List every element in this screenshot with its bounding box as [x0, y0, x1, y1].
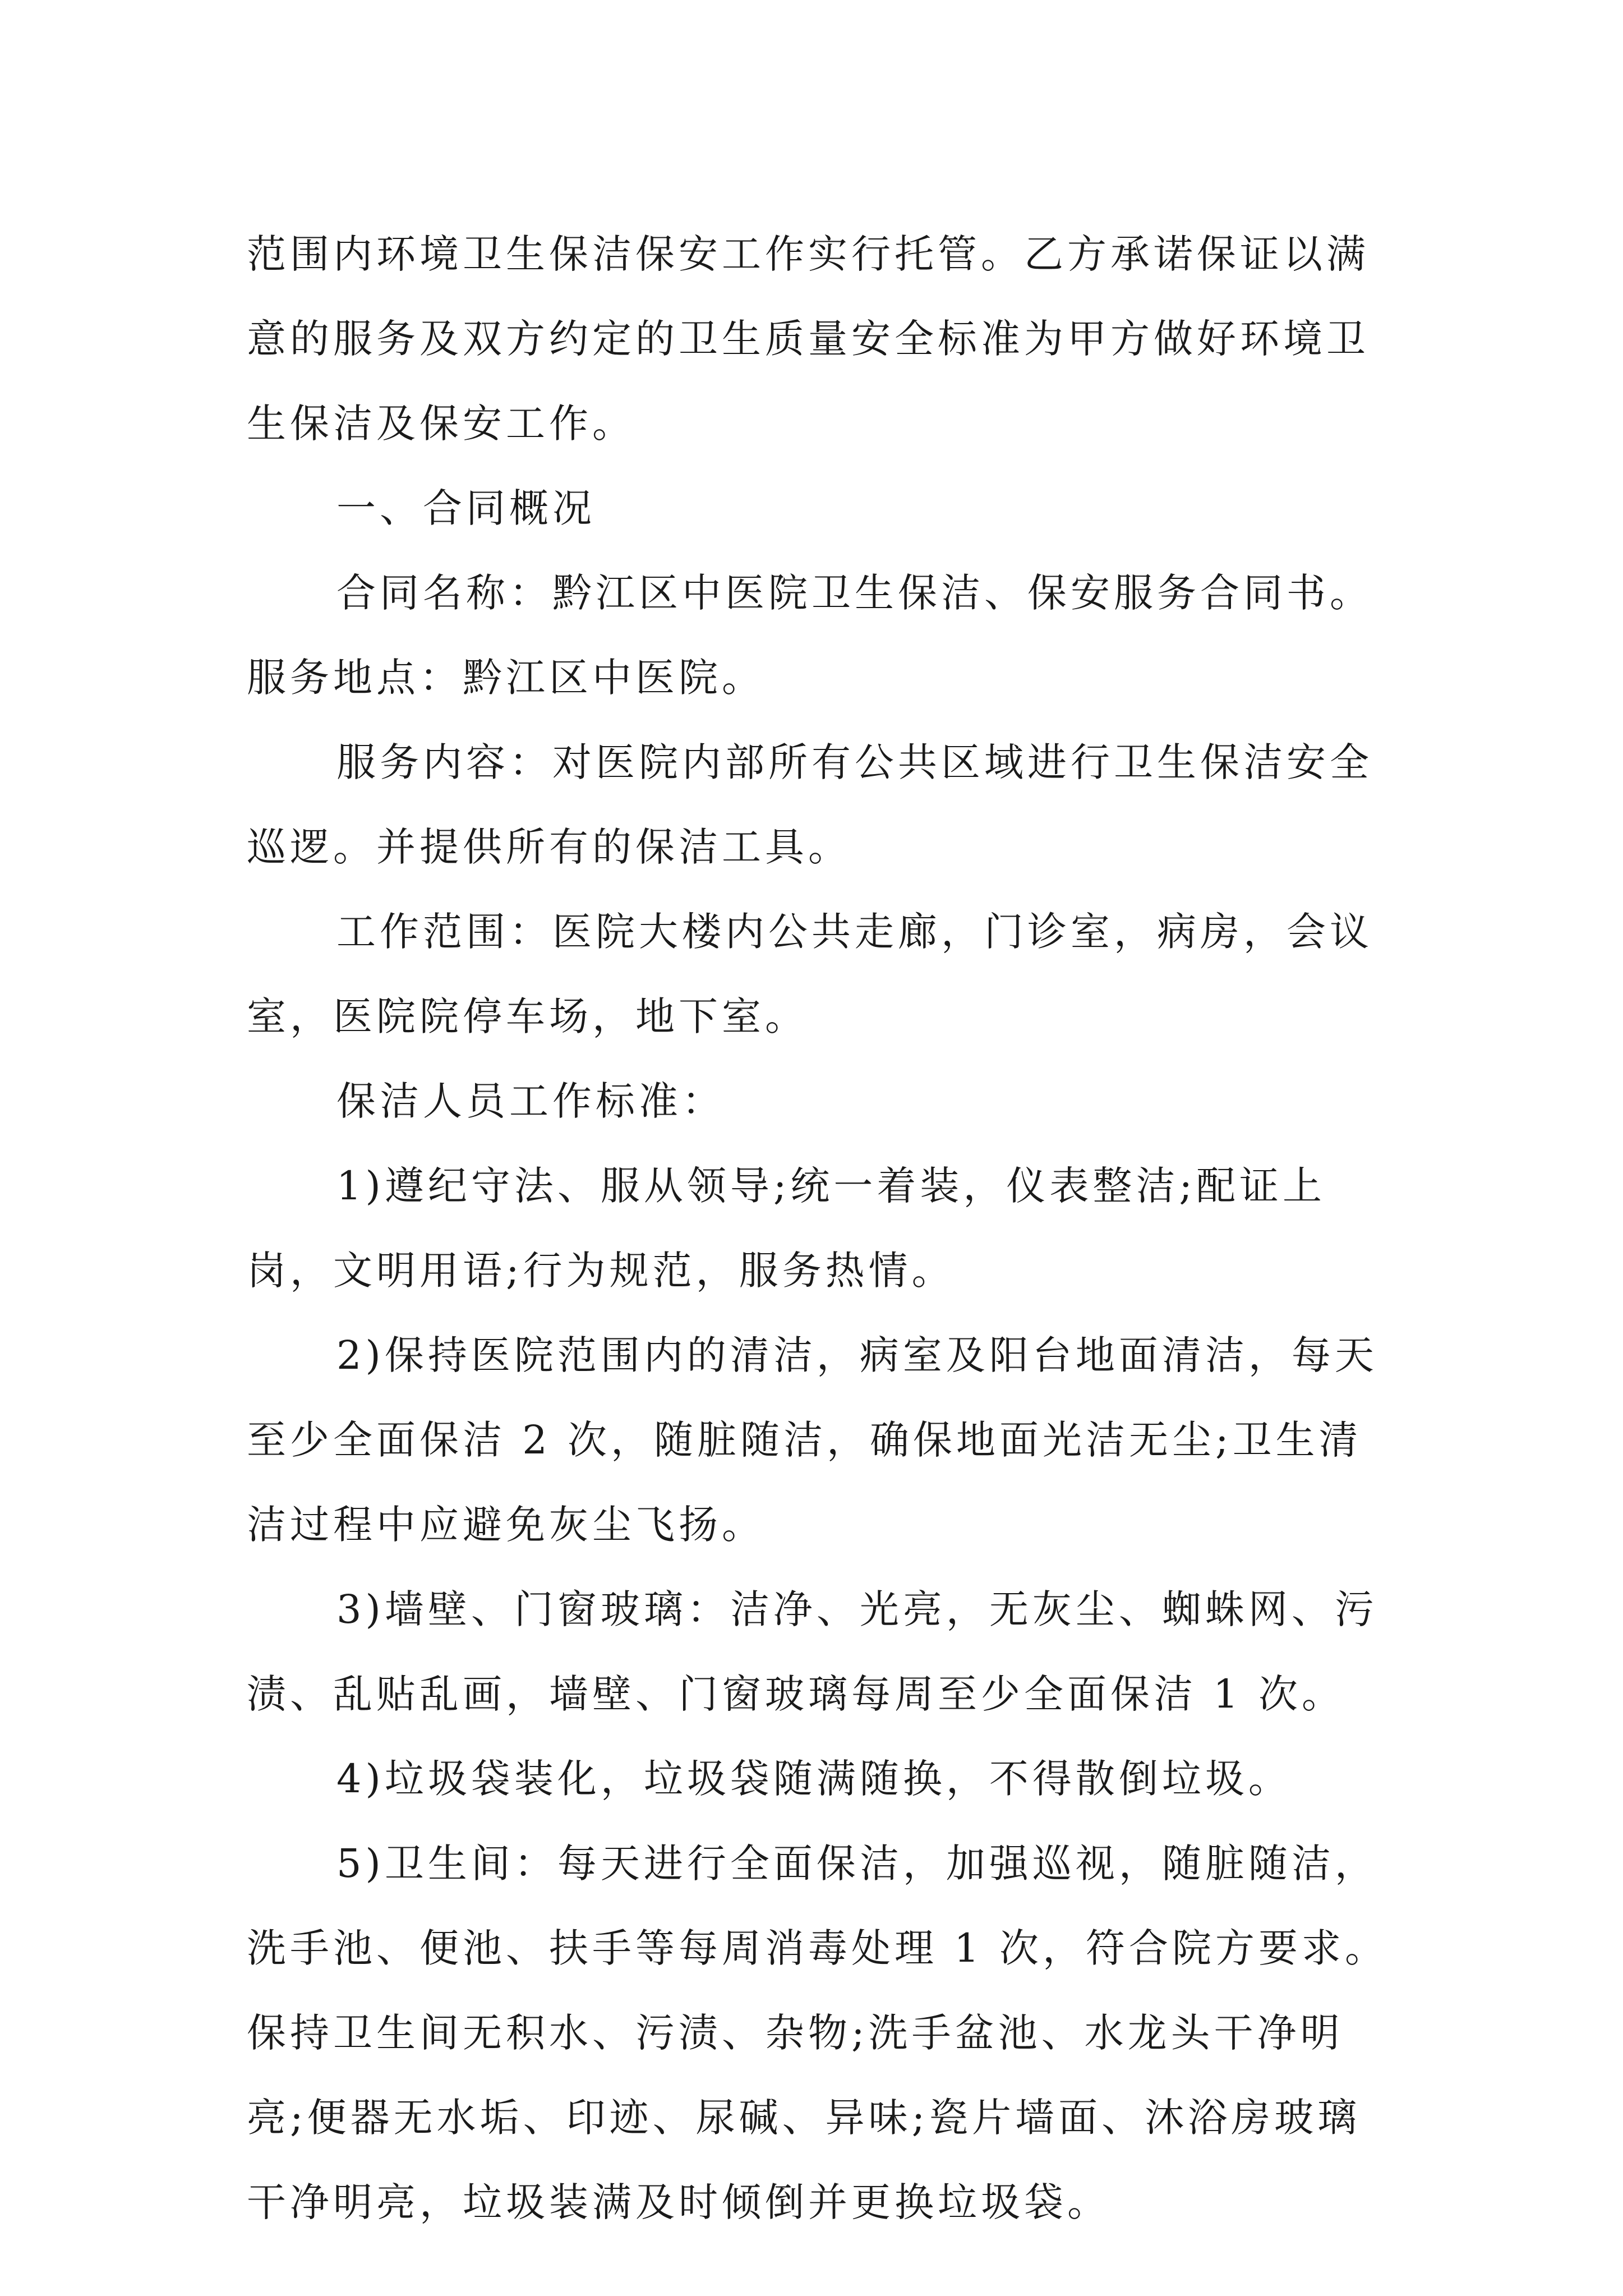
document-body [247, 212, 1391, 2245]
list-item-standard-3: 3)墙壁、门窗玻璃：洁净、光亮，无灰尘、蜘蛛网、污渍、乱贴乱画，墙壁、门窗玻璃每周至少全面保洁 1 次。 [247, 1586, 1378, 1717]
paragraph-work-scope: 工作范围：医院大楼内公共走廊，门诊室，病房，会议室，医院院停车场，地下室。 [247, 909, 1373, 1039]
list-item-standard-1: 1)遵纪守法、服从领导;统一着装，仪表整洁;配证上岗，文明用语;行为规范，服务热情。 [247, 1163, 1326, 1294]
paragraph-intro: 范围内环境卫生保洁保安工作实行托管。乙方承诺保证以满意的服务及双方约定的卫生质量安全标准为甲方做好环境卫生保洁及保安工作。 [247, 231, 1370, 447]
list-item-standard-5: 5)卫生间：每天进行全面保洁，加强巡视，随脏随洁，洗手池、便池、扶手等每周消毒处理 1 次，符合院方要求。保持卫生间无积水、污渍、杂物;洗手盆池、水龙头干净明亮;便器无水垢、印迹、尿碱、异味;瓷片墙面、沐浴房玻璃干净明亮，垃圾装满及时倾倒并更换垃圾袋。 [247, 1841, 1389, 2225]
list-item-standard-4: 4)垃圾袋装化，垃圾袋随满随换，不得散倒垃圾。 [336, 1756, 1292, 1802]
paragraph-contract-name: 合同名称：黔江区中医院卫生保洁、保安服务合同书。 [336, 570, 1373, 616]
heading-contract-overview: 一、合同概况 [336, 485, 596, 531]
list-item-standard-2: 2)保持医院范围内的清洁，病室及阳台地面清洁，每天至少全面保洁 2 次，随脏随洁，确保地面光洁无尘;卫生清洁过程中应避免灰尘飞扬。 [247, 1332, 1378, 1548]
paragraph-service-location: 服务地点：黔江区中医院。 [247, 655, 765, 701]
heading-cleaning-standards: 保洁人员工作标准： [336, 1078, 725, 1124]
paragraph-service-content: 服务内容：对医院内部所有公共区域进行卫生保洁安全巡逻。并提供所有的保洁工具。 [247, 739, 1373, 870]
